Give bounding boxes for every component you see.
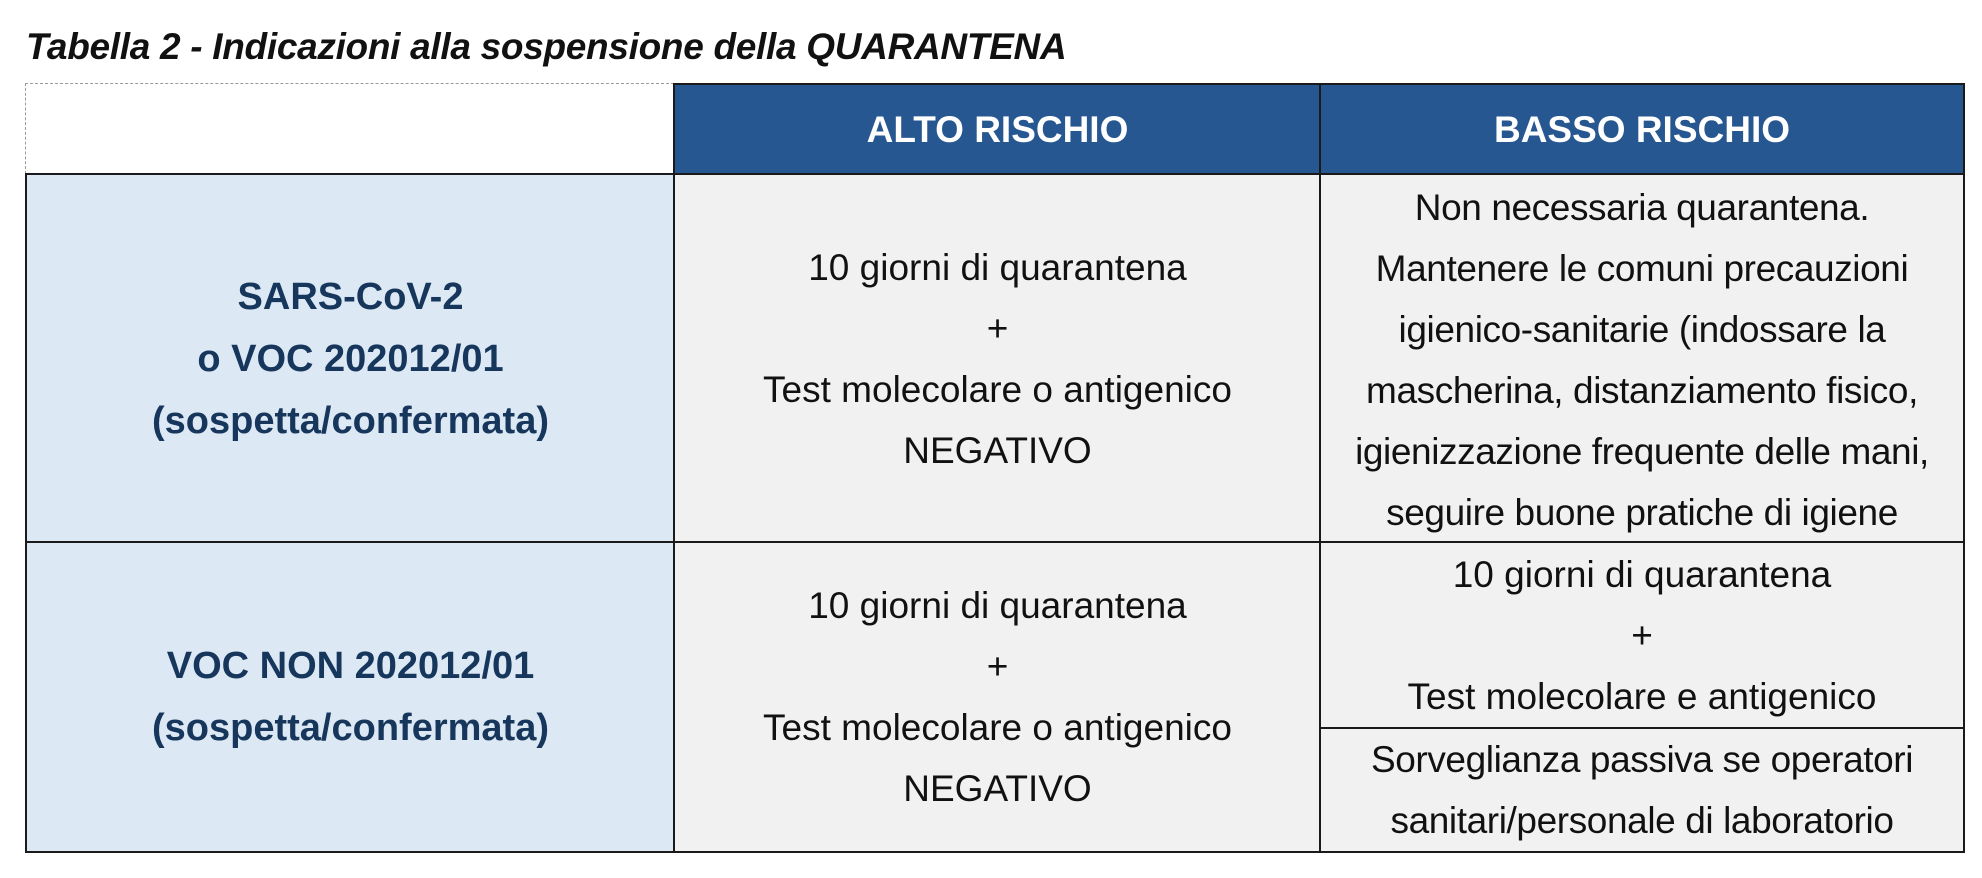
cell-basso-rischio-sars [1319,173,1965,542]
cell-line: igienizzazione frequente delle mani, [1355,430,1929,472]
header-basso-rischio: BASSO RISCHIO [1319,83,1965,174]
row-label-line: SARS-CoV-2 [237,275,464,318]
cell-line: 10 giorni di quarantena [1452,554,1832,595]
cell-line: mascherina, distanziamento fisico, [1366,369,1918,411]
row-label-line: (sospetta/confermata) [152,399,549,442]
table-title: Tabella 2 - Indicazioni alla sospensione della QUARANTENA [26,26,1067,67]
cell-line: 10 giorni di quarantena [808,585,1187,626]
cell-line: Test molecolare o antigenico [763,368,1232,410]
cell-line: Test molecolare e antigenico [1407,676,1877,717]
row-label-line: (sospetta/confermata) [152,707,549,749]
table-corner-cell [25,83,674,174]
cell-line: 10 giorni di quarantena [808,246,1187,288]
cell-alto-rischio-voc-non [673,541,1320,853]
row-label-line: o VOC 202012/01 [197,337,504,380]
cell-basso-rischio-voc-non-bottom [1319,727,1965,853]
row-label-voc-non [25,541,674,853]
cell-alto-rischio-sars [673,173,1320,542]
cell-line: + [986,307,1009,349]
cell-line: Non necessaria quarantena. [1414,186,1870,228]
cell-line: NEGATIVO [903,768,1092,809]
quarantine-table [25,83,1965,853]
cell-line: seguire buone pratiche di igiene [1386,491,1898,533]
cell-basso-rischio-voc-non-top [1319,541,1965,728]
cell-line: igienico-sanitarie (indossare la [1398,308,1886,350]
cell-line: + [1631,615,1653,656]
cell-line: Sorveglianza passiva se operatori [1370,739,1914,780]
row-label-sars-cov-2 [25,173,674,542]
header-alto-rischio: ALTO RISCHIO [673,83,1320,174]
row-label-line: VOC NON 202012/01 [166,645,535,687]
cell-line: + [986,646,1009,687]
cell-line: Test molecolare o antigenico [763,707,1232,748]
cell-line: NEGATIVO [903,429,1092,471]
cell-line: sanitari/personale di laboratorio [1390,800,1894,841]
cell-line: Mantenere le comuni precauzioni [1375,247,1909,289]
